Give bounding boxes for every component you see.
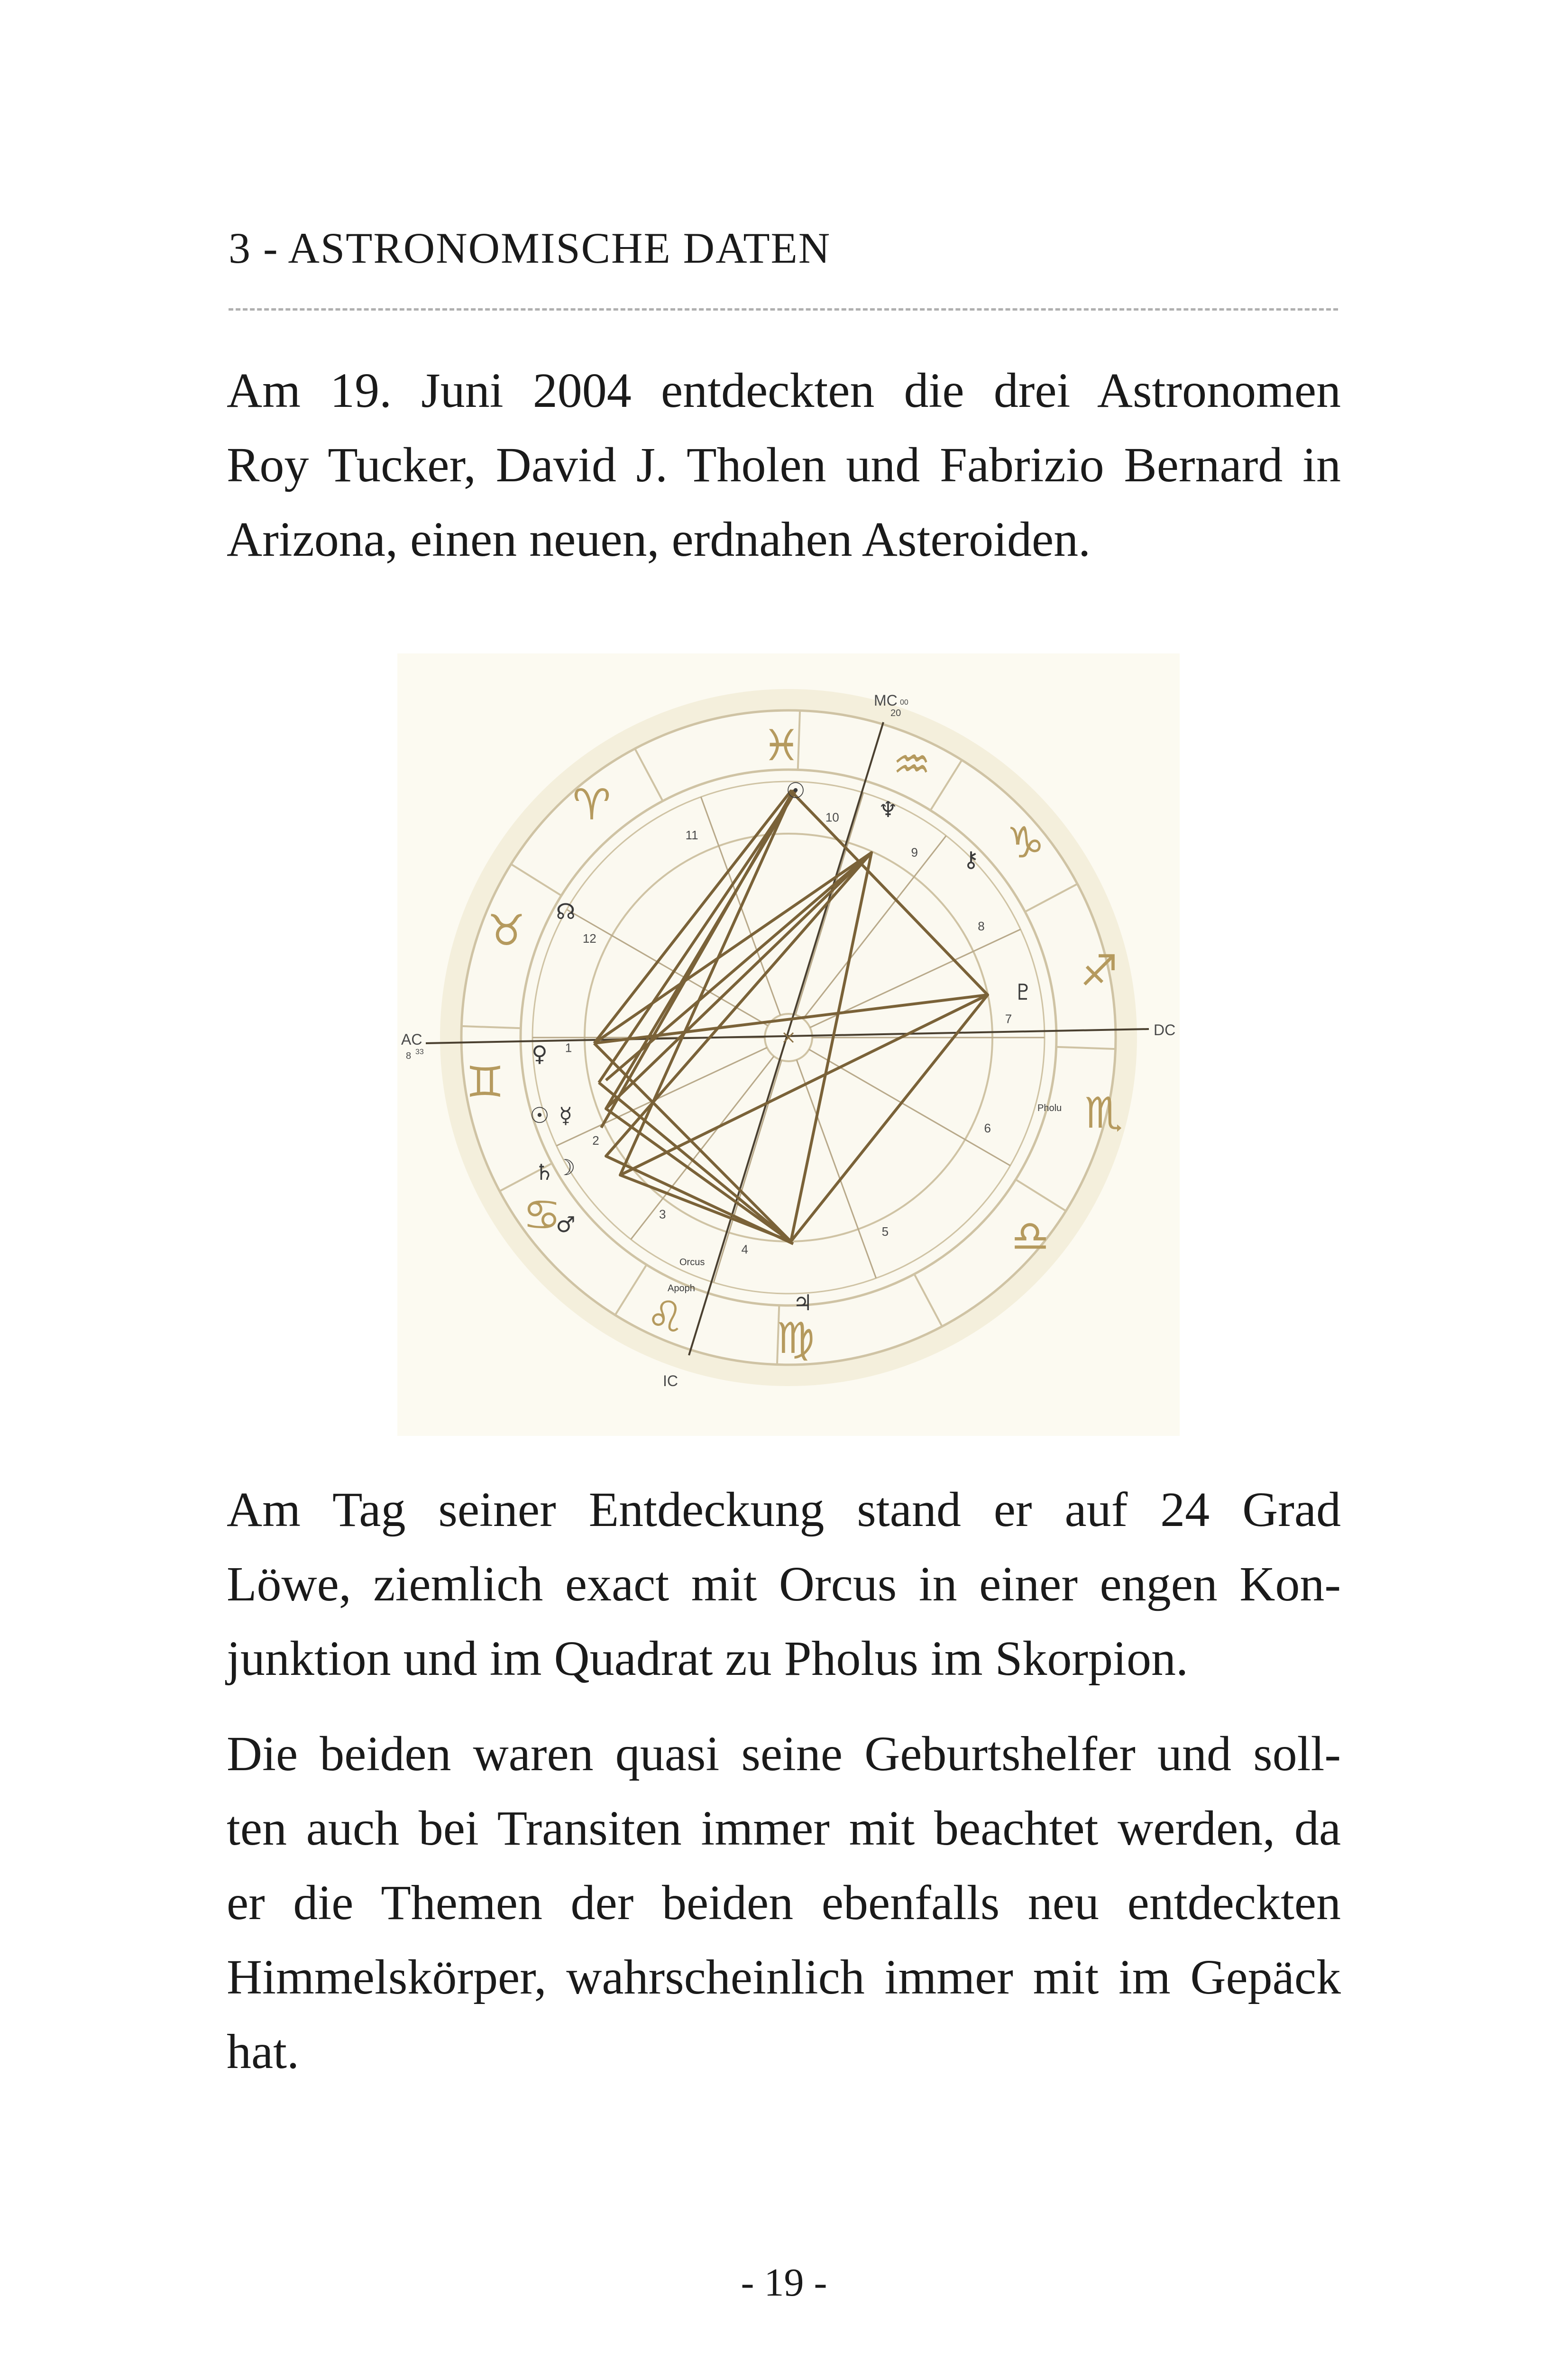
paragraph-transits (227, 1717, 1341, 2089)
saturn-icon: ♄ (534, 1159, 554, 1185)
house-number: 8 (978, 919, 985, 934)
paragraph-discovery (227, 353, 1341, 577)
ic-label: IC (663, 1372, 678, 1389)
orcus-label: Orcus (679, 1257, 705, 1268)
house-number: 4 (741, 1242, 748, 1257)
chiron-icon: ⚷ (963, 846, 979, 872)
capricorn-icon: ♑ (1006, 818, 1045, 868)
mc-label: MC (874, 692, 898, 709)
paragraph-line: Am 19. Juni 2004 entdeckten die drei Astronomen (227, 363, 1341, 418)
leo-icon: ♌ (646, 1292, 685, 1342)
house-number: 3 (659, 1207, 666, 1222)
libra-icon: ♎ (1011, 1212, 1050, 1261)
dc-label: DC (1154, 1021, 1176, 1038)
taurus-icon: ♉ (487, 906, 526, 956)
mc-degree: 20 (890, 708, 901, 718)
aquarius-icon: ♒ (892, 740, 931, 790)
virgo-icon: ♍ (776, 1314, 815, 1363)
paragraph-line: Arizona, einen neuen, erdnahen Asteroiden. (227, 512, 1091, 567)
paragraph-line: Löwe, ziemlich exact mit Orcus in einer engen Kon- (227, 1557, 1341, 1611)
cancer-icon: ♋ (523, 1190, 561, 1240)
house-number: 10 (825, 810, 839, 825)
paragraph-line: Am Tag seiner Entdeckung stand er auf 24 Grad (227, 1482, 1341, 1537)
horoscope-chart-svg (397, 653, 1180, 1436)
house-number: 7 (1005, 1011, 1012, 1026)
paragraph-line: ten auch bei Transiten immer mit beachtet werden, da (227, 1801, 1341, 1856)
apoph-label: Apoph (668, 1283, 695, 1294)
house-number: 9 (911, 845, 918, 860)
page-number: - 19 - (741, 2261, 827, 2305)
sagittarius-icon: ♐ (1080, 946, 1119, 996)
gemini-icon: ♊ (466, 1057, 504, 1107)
house-number: 2 (592, 1133, 599, 1148)
horoscope-chart (397, 653, 1180, 1436)
paragraph-line: Himmelskörper, wahrscheinlich immer mit im Gepäck (227, 1950, 1341, 2004)
heading-divider (229, 308, 1338, 311)
paragraph-line: Die beiden waren quasi seine Geburtshelfer und soll- (227, 1727, 1341, 1781)
chapter-heading: 3 - ASTRONOMISCHE DATEN (229, 224, 831, 272)
house-number: 12 (582, 931, 596, 946)
pluto-icon: ♇ (1013, 979, 1033, 1005)
pisces-icon: ♓ (762, 721, 801, 771)
paragraph-line: junktion und im Quadrat zu Pholus im Skorpion. (227, 1631, 1188, 1686)
node-icon: ☊ (556, 899, 576, 924)
pholus-label: Pholu (1037, 1103, 1062, 1113)
paragraph-line: Roy Tucker, David J. Tholen und Fabrizio Bernard in (227, 438, 1341, 492)
eris-icon: ☉ (786, 778, 806, 803)
paragraph-position (227, 1472, 1341, 1696)
mercury-icon: ☿ (559, 1103, 573, 1128)
venus-icon: ♀ (532, 1041, 548, 1066)
ac-degree: 8 (406, 1051, 412, 1061)
house-number: 5 (881, 1224, 889, 1239)
ac-minutes: 33 (415, 1048, 424, 1056)
neptune-icon: ♆ (878, 797, 898, 822)
house-number: 11 (685, 828, 698, 843)
paragraph-line: er die Themen der beiden ebenfalls neu entdeckten (227, 1875, 1341, 1930)
jupiter-icon: ♃ (793, 1290, 813, 1315)
mars-icon: ♂ (556, 1212, 576, 1237)
moon-icon: ☽ (556, 1155, 576, 1180)
house-number: 1 (565, 1040, 572, 1055)
aries-icon: ♈ (572, 780, 611, 830)
house-number: 6 (984, 1121, 991, 1136)
ac-label: AC (401, 1031, 422, 1048)
paragraph-line: hat. (227, 2024, 300, 2079)
scorpio-icon: ♏ (1084, 1088, 1123, 1138)
sun-icon: ☉ (530, 1103, 550, 1128)
mc-minutes: 00 (900, 698, 908, 707)
